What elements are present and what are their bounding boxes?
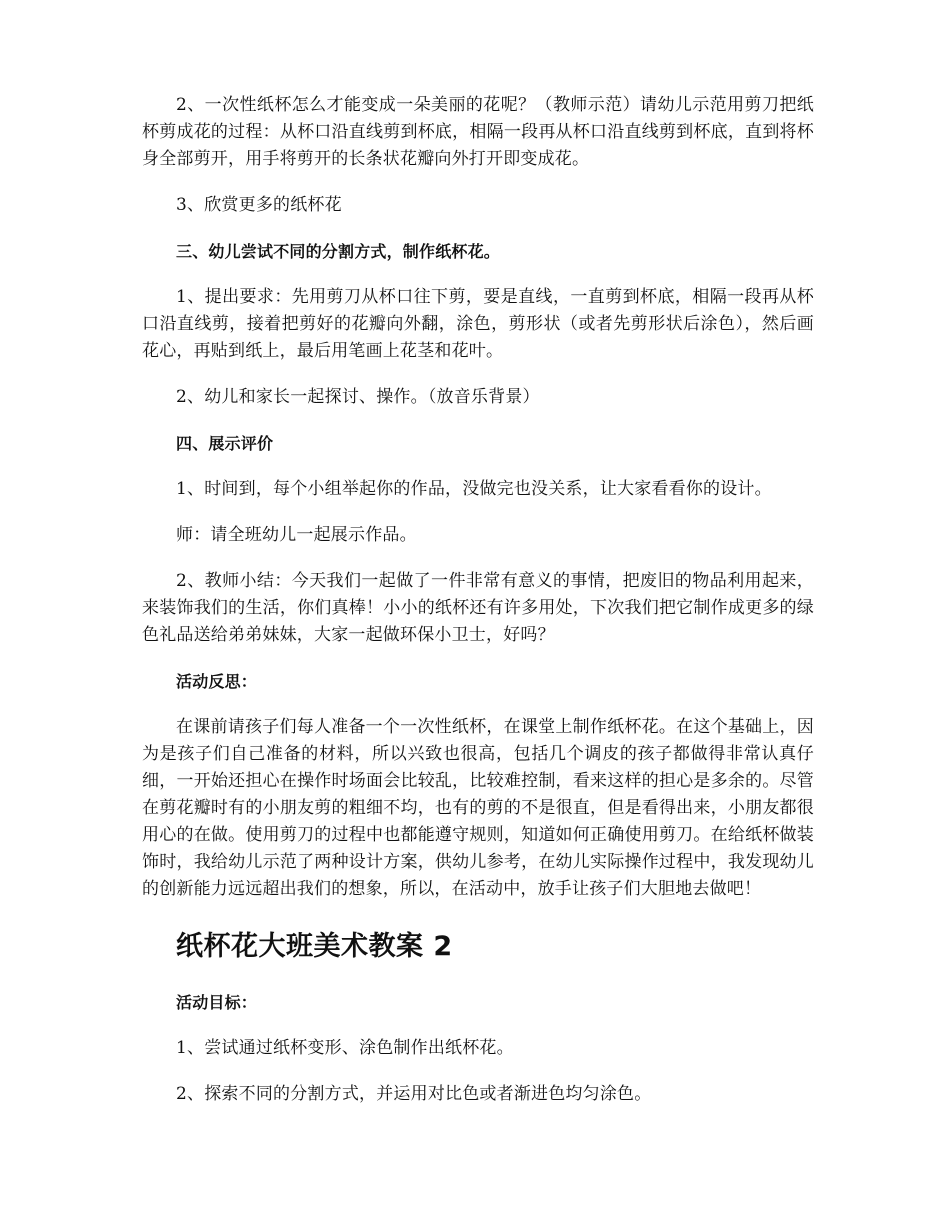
paragraph-discussion: 2、幼儿和家长一起探讨、操作。（放音乐背景） (176, 387, 540, 407)
goal-heading: 活动目标： (176, 993, 258, 1012)
section-heading-four: 四、展示评价 (176, 434, 274, 453)
goal-item-1: 1、尝试通过纸杯变形、涂色制作出纸杯花。 (176, 1038, 514, 1058)
section-heading-three: 三、幼儿尝试不同的分割方式，制作纸杯花。 (176, 242, 501, 261)
goal-item-2: 2、探索不同的分割方式，并运用对比色或者渐进色均匀涂色。 (176, 1084, 652, 1104)
document-page (142, 92, 814, 1108)
paragraph-demo-steps: 2、一次性纸杯怎么才能变成一朵美丽的花呢？（教师示范）请幼儿示范用剪刀把纸杯剪成花的过程：从杯口沿直线剪到杯底，相隔一段再从杯口沿直线剪到杯底，直到将杯身全部剪开，用手将剪开的长条状花瓣向外打开即变成花。 (142, 95, 814, 169)
lesson-title-2: 纸杯花大班美术教案 2 (176, 931, 453, 962)
paragraph-appreciate: 3、欣赏更多的纸杯花 (176, 195, 342, 215)
paragraph-summary: 2、教师小结：今天我们一起做了一件非常有意义的事情，把废旧的物品利用起来，来装饰我们的生活，你们真棒！小小的纸杯还有许多用处，下次我们把它制作成更多的绿色礼品送给弟弟妹妹，大家一起做环保小卫士，好吗？ (142, 571, 814, 645)
reflection-heading: 活动反思： (176, 672, 258, 691)
paragraph-teacher-show: 师：请全班幼儿一起展示作品。 (176, 525, 417, 545)
paragraph-requirements: 1、提出要求：先用剪刀从杯口往下剪，要是直线，一直剪到杯底，相隔一段再从杯口沿直线剪，接着把剪好的花瓣向外翻，涂色，剪形状（或者先剪形状后涂色），然后画花心，再贴到纸上，最后用笔画上花茎和花叶。 (142, 287, 814, 361)
paragraph-reflection: 在课前请孩子们每人准备一个一次性纸杯，在课堂上制作纸杯花。在这个基础上，因为是孩子们自己准备的材料，所以兴致也很高，包括几个调皮的孩子都做得非常认真仔细，一开始还担心在操作时场面会比较乱，比较难控制，看来这样的担心是多余的。尽管在剪花瓣时有的小朋友剪的粗细不均，也有的剪的不是很直，但是看得出来，小朋友都很用心的在做。使用剪刀的过程中也都能遵守规则，知道如何正确使用剪刀。在给纸杯做装饰时，我给幼儿示范了两种设计方案，供幼儿参考，在幼儿实际操作过程中，我发现幼儿的创新能力远远超出我们的想象，所以，在活动中，放手让孩子们大胆地去做吧！ (142, 717, 814, 899)
paragraph-time-up: 1、时间到，每个小组举起你的作品，没做完也没关系，让大家看看你的设计。 (176, 479, 772, 499)
